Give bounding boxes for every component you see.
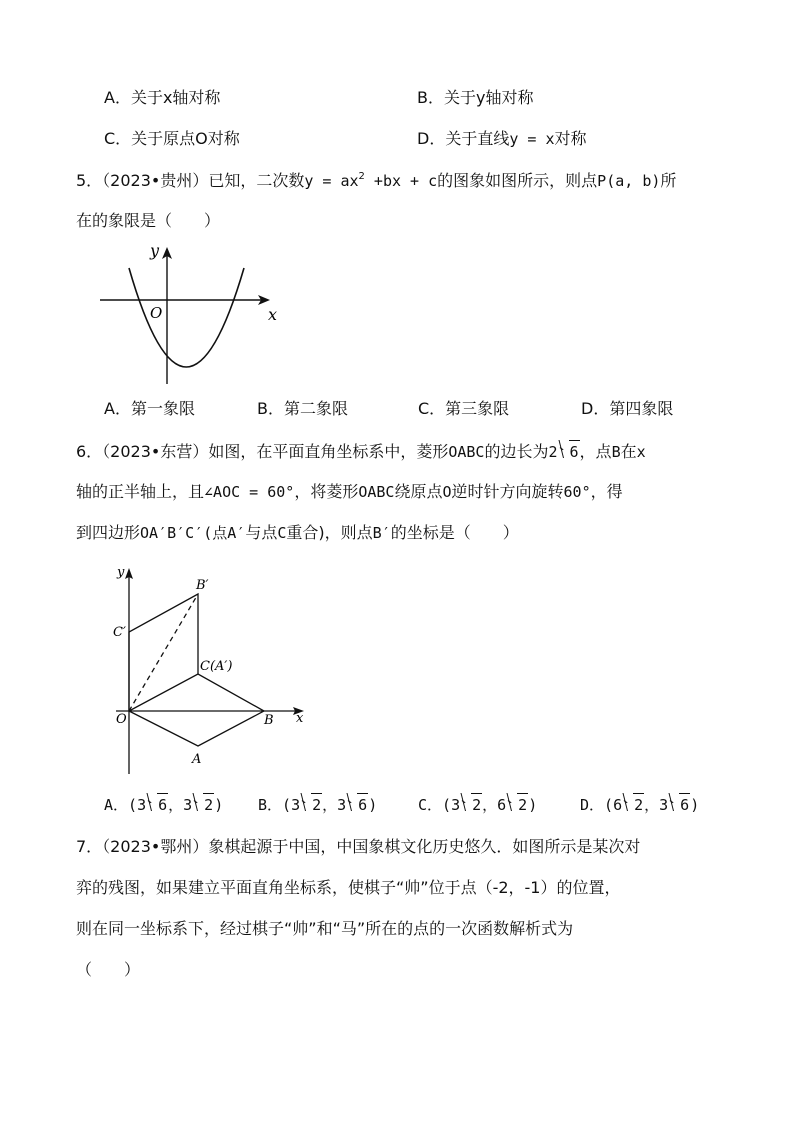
q6-l1-c: 的边长为 bbox=[484, 442, 549, 461]
q6-l2-a: 轴的正半轴上，且 bbox=[76, 482, 205, 501]
q6-d-pre: D．( bbox=[580, 796, 614, 814]
q5-parabola-curve bbox=[129, 268, 244, 367]
q6-l2-d: 绕原点 bbox=[394, 482, 443, 501]
q6-d-sep: ， bbox=[644, 796, 660, 814]
q6-c-r1: 2 bbox=[471, 793, 482, 816]
q6-d-c1: 6 bbox=[613, 796, 623, 814]
q6-l2-e: O bbox=[442, 483, 452, 501]
q6-b-sqrt1 bbox=[301, 793, 322, 816]
q6-option-b[interactable] bbox=[258, 793, 377, 816]
q4-option-a[interactable]: A．关于x轴对称 bbox=[104, 88, 221, 107]
q4-option-d-prefix: D．关于直线 bbox=[417, 129, 510, 148]
q6-l1-b: OABC bbox=[448, 443, 485, 461]
q6-a-pre: A．( bbox=[104, 796, 138, 814]
q6-label-c-a-prime: C(A′) bbox=[200, 659, 233, 674]
q5-line-1 bbox=[76, 170, 676, 192]
q6-l3-a: 到四边形 bbox=[76, 523, 141, 542]
q6-l2-c: OABC bbox=[358, 483, 395, 501]
q6-l1-e: B bbox=[611, 443, 621, 461]
q6-label-y: y bbox=[117, 565, 125, 580]
q7-line-2: 弈的残图，如果建立平面直角坐标系，使棋子“帅”位于点（-2，-1）的位置， bbox=[76, 878, 621, 897]
q6-b-r2: 6 bbox=[357, 793, 368, 816]
q6-l3-c: (点 bbox=[203, 524, 228, 542]
q6-a-sep: ， bbox=[168, 796, 184, 814]
q6-c-sep: ， bbox=[482, 796, 498, 814]
q6-a-c1: 3 bbox=[137, 796, 147, 814]
q5-option-c[interactable]: C．第三象限 bbox=[418, 399, 510, 418]
q5-end: 所 bbox=[660, 171, 677, 190]
q6-a-r2: 2 bbox=[203, 793, 214, 816]
q6-d-r2: 6 bbox=[679, 793, 690, 816]
q5-label-x: x bbox=[268, 305, 278, 324]
q6-l2-angle: ∠AOC = 60° bbox=[204, 483, 295, 501]
q6-b-sqrt2 bbox=[347, 793, 368, 816]
q6-c-c2: 6 bbox=[497, 796, 507, 814]
q6-l3-h: B′ bbox=[372, 524, 391, 542]
q6-d-r1: 2 bbox=[633, 793, 644, 816]
q6-b-end: ) bbox=[368, 796, 378, 814]
q6-b-sep: ， bbox=[322, 796, 338, 814]
q5-option-b[interactable]: B．第二象限 bbox=[257, 399, 348, 418]
q6-l3-g: 重合)，则点 bbox=[286, 523, 373, 542]
q7-line-3: 则在同一坐标系下，经过棋子“帅”和“马”所在的点的一次函数解析式为 bbox=[76, 919, 574, 938]
q6-c-sqrt2 bbox=[507, 793, 528, 816]
q6-a-c2: 3 bbox=[183, 796, 193, 814]
q6-l2-g: 60° bbox=[563, 483, 591, 501]
q6-label-b: B bbox=[264, 713, 274, 728]
q5-label-origin: O bbox=[150, 304, 163, 322]
q6-a-r1: 6 bbox=[157, 793, 168, 816]
q5-line-2: 在的象限是（ ） bbox=[76, 211, 221, 230]
q6-b-c2: 3 bbox=[337, 796, 347, 814]
q6-d-c2: 3 bbox=[659, 796, 669, 814]
q6-l3-d: A′ bbox=[227, 524, 246, 542]
q5-eq-exp: 2 bbox=[358, 171, 365, 182]
q6-label-x: x bbox=[296, 711, 304, 726]
q6-l2-f: 逆时针方向旋转 bbox=[451, 482, 564, 501]
q6-side-coef: 2 bbox=[548, 443, 558, 461]
q6-side-rad: 6 bbox=[569, 440, 580, 463]
q6-l1-d: ，点 bbox=[579, 442, 612, 461]
q5-option-a[interactable]: A．第一象限 bbox=[104, 399, 195, 418]
q5-option-d[interactable]: D．第四象限 bbox=[581, 399, 674, 418]
q5-label-y: y bbox=[150, 241, 160, 260]
q6-d-end: ) bbox=[690, 796, 700, 814]
q6-l3-f: C bbox=[277, 524, 287, 542]
q4-option-d-suffix: 对称 bbox=[554, 129, 587, 148]
q5-point: P(a, b) bbox=[597, 172, 661, 190]
q6-l2-b: ，将菱形 bbox=[294, 482, 359, 501]
q4-option-d[interactable] bbox=[417, 128, 587, 150]
q6-label-a: A bbox=[192, 752, 202, 767]
q5-eq-a: y = ax bbox=[304, 172, 359, 190]
q6-rhombus-figure bbox=[108, 560, 318, 780]
q4-option-d-math: y = x bbox=[509, 130, 555, 148]
q6-a-end: ) bbox=[214, 796, 224, 814]
q6-label-origin: O bbox=[116, 712, 127, 727]
q6-d-sqrt2 bbox=[669, 793, 690, 816]
q6-l2-h: ，得 bbox=[590, 482, 623, 501]
q6-line-2 bbox=[76, 481, 623, 503]
q6-l3-b: OA′B′C′ bbox=[140, 524, 204, 542]
q6-l3-e: 与点 bbox=[245, 523, 278, 542]
q6-label-b-prime: B′ bbox=[196, 578, 209, 593]
q4-option-b[interactable]: B．关于y轴对称 bbox=[417, 88, 534, 107]
q6-l1-g: x bbox=[636, 443, 646, 461]
q6-a-sqrt2 bbox=[193, 793, 214, 816]
q6-option-d[interactable] bbox=[580, 793, 699, 816]
q6-c-c1: 3 bbox=[451, 796, 461, 814]
q5-prefix: 5．（2023•贵州）已知，二次数 bbox=[76, 171, 305, 190]
q6-c-end: ) bbox=[528, 796, 538, 814]
q6-line-3 bbox=[76, 522, 519, 544]
q6-l1-a: 6．（2023•东营）如图，在平面直角坐标系中，菱形 bbox=[76, 442, 449, 461]
q5-parabola-figure bbox=[96, 236, 286, 386]
q6-rhombus-oabc bbox=[129, 674, 264, 746]
q6-b-pre: B．( bbox=[258, 796, 292, 814]
q6-c-r2: 2 bbox=[517, 793, 528, 816]
q4-option-c[interactable]: C．关于原点O对称 bbox=[104, 129, 240, 148]
q6-a-sqrt1 bbox=[147, 793, 168, 816]
q6-c-sqrt1 bbox=[461, 793, 482, 816]
q6-label-c-prime: C′ bbox=[113, 625, 126, 640]
q6-dashed-ob-prime bbox=[129, 594, 198, 711]
q7-line-1: 7．（2023•鄂州）象棋起源于中国，中国象棋文化历史悠久．如图所示是某次对 bbox=[76, 837, 641, 856]
q5-mid: 的图象如图所示，则点 bbox=[437, 171, 598, 190]
q6-b-r1: 2 bbox=[311, 793, 322, 816]
q6-side-sqrt bbox=[559, 440, 580, 463]
q6-l3-i: 的坐标是（ ） bbox=[390, 523, 519, 542]
q6-b-c1: 3 bbox=[291, 796, 301, 814]
q5-eq-b: +bx + c bbox=[364, 172, 438, 190]
q6-d-sqrt1 bbox=[623, 793, 644, 816]
q6-option-c[interactable] bbox=[418, 793, 537, 816]
q6-line-1 bbox=[76, 440, 646, 463]
q7-line-4: （ ） bbox=[76, 960, 141, 979]
q6-l1-f: 在 bbox=[620, 442, 637, 461]
q6-c-pre: C．( bbox=[418, 796, 452, 814]
q6-option-a[interactable] bbox=[104, 793, 223, 816]
